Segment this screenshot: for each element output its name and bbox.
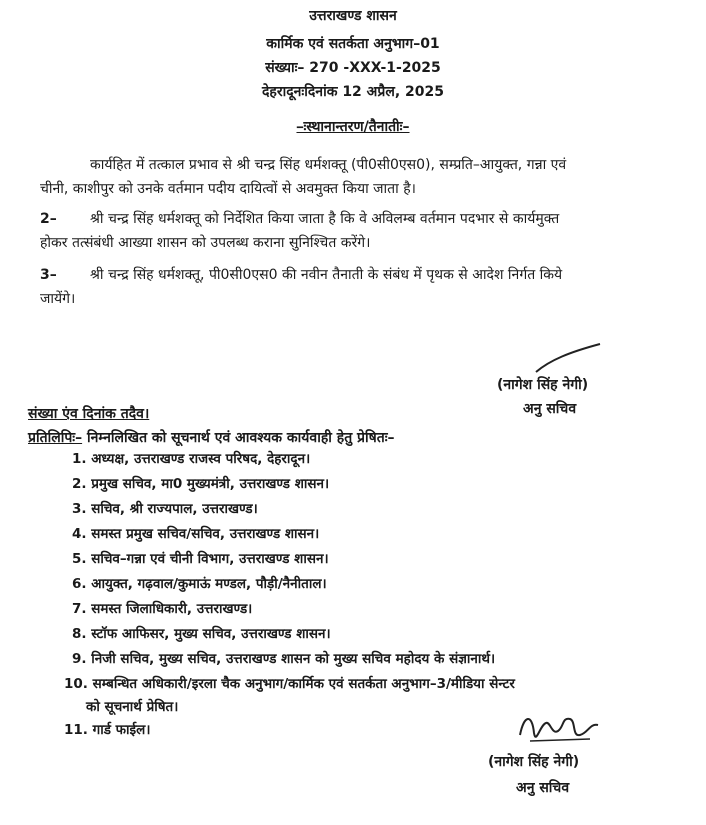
copy-list-item: 4. समस्त प्रमुख सचिव/सचिव, उत्तराखण्ड शासन। — [72, 526, 320, 542]
subject-heading: –ःस्थानान्तरण/तैनातीः– — [296, 119, 410, 135]
copy-label: प्रतिलिपिः– — [28, 430, 83, 446]
paragraph-1-line-1: कार्यहित में तत्काल प्रभाव से श्री चन्द्र सिंह धर्मशक्तू (पी0सी0एस0), सम्प्रति–आयुक्त, गन्ना एवं — [90, 157, 567, 173]
letter-number: संख्याः– 270 -XXX-1-2025 — [265, 60, 441, 76]
copy-list-item: 1. अध्यक्ष, उत्तराखण्ड राजस्व परिषद, देहरादून। — [72, 451, 311, 467]
copy-list-item: 3. सचिव, श्री राज्यपाल, उत्तराखण्ड। — [72, 501, 258, 517]
signature-stroke-top — [530, 338, 610, 378]
copy-list-item: 6. आयुक्त, गढ़वाल/कुमाऊं मण्डल, पौड़ी/नैनीताल। — [72, 576, 327, 592]
copy-list-item: 5. सचिव–गन्ना एवं चीनी विभाग, उत्तराखण्ड शासन। — [72, 551, 329, 567]
copy-list-item: 2. प्रमुख सचिव, मा0 मुख्यमंत्री, उत्तराखण्ड शासन। — [72, 476, 330, 492]
copy-list-item: 9. निजी सचिव, मुख्य सचिव, उत्तराखण्ड शासन को मुख्य सचिव महोदय के संज्ञानार्थ। — [72, 651, 496, 667]
signatory-designation-bottom: अनु सचिव — [516, 780, 570, 796]
signatory-name-top: (नागेश सिंह नेगी) — [497, 377, 589, 393]
copy-list-item: 10. सम्बन्धित अधिकारी/इरला चैक अनुभाग/कार्मिक एवं सतर्कता अनुभाग–3/मीडिया सेन्टर — [64, 676, 515, 692]
signatory-designation-top: अनु सचिव — [523, 401, 577, 417]
paragraph-2-line-1: श्री चन्द्र सिंह धर्मशक्तू को निर्देशित किया जाता है कि वे अविलम्ब वर्तमान पदभार से कार्यमुक्त — [90, 211, 560, 227]
paragraph-3-line-2: जायेंगे। — [40, 291, 76, 307]
department-heading: कार्मिक एवं सतर्कता अनुभाग–01 — [266, 36, 440, 52]
copy-list-item: 11. गार्ड फाईल। — [64, 722, 151, 738]
copy-intro-text: निम्नलिखित को सूचनार्थ एवं आवश्यक कार्यवाही हेतु प्रेषितः– — [82, 430, 395, 446]
paragraph-2-number: 2– — [40, 211, 57, 227]
paragraph-2-line-2: होकर तत्संबंधी आख्या शासन को उपलब्ध कराना सुनिश्चित करेंगे। — [40, 235, 371, 251]
signature-scribble-bottom — [510, 705, 610, 750]
paragraph-3-line-1: श्री चन्द्र सिंह धर्मशक्तू, पी0सी0एस0 की नवीन तैनाती के संबंध में पृथक से आदेश निर्गत किये — [90, 267, 563, 283]
paragraph-1-line-2: चीनी, काशीपुर को उनके वर्तमान पदीय दायित्वों से अवमुक्त किया जाता है। — [40, 181, 416, 197]
reference-line: संख्या एंव दिनांक तदैव। — [28, 406, 150, 422]
copy-list-item-continuation: को सूचनार्थ प्रेषित। — [86, 699, 179, 715]
place-date: देहरादूनःदिनांक 12 अप्रैल, 2025 — [261, 84, 444, 100]
copy-list-item: 8. स्टॉफ आफिसर, मुख्य सचिव, उत्तराखण्ड शासन। — [72, 626, 331, 642]
copy-list-item: 7. समस्त जिलाधिकारी, उत्तराखण्ड। — [72, 601, 253, 617]
copy-intro — [28, 426, 395, 450]
signatory-name-bottom: (नागेश सिंह नेगी) — [488, 754, 580, 770]
government-heading: उत्तराखण्ड शासन — [309, 8, 397, 24]
paragraph-3-number: 3– — [40, 267, 57, 283]
